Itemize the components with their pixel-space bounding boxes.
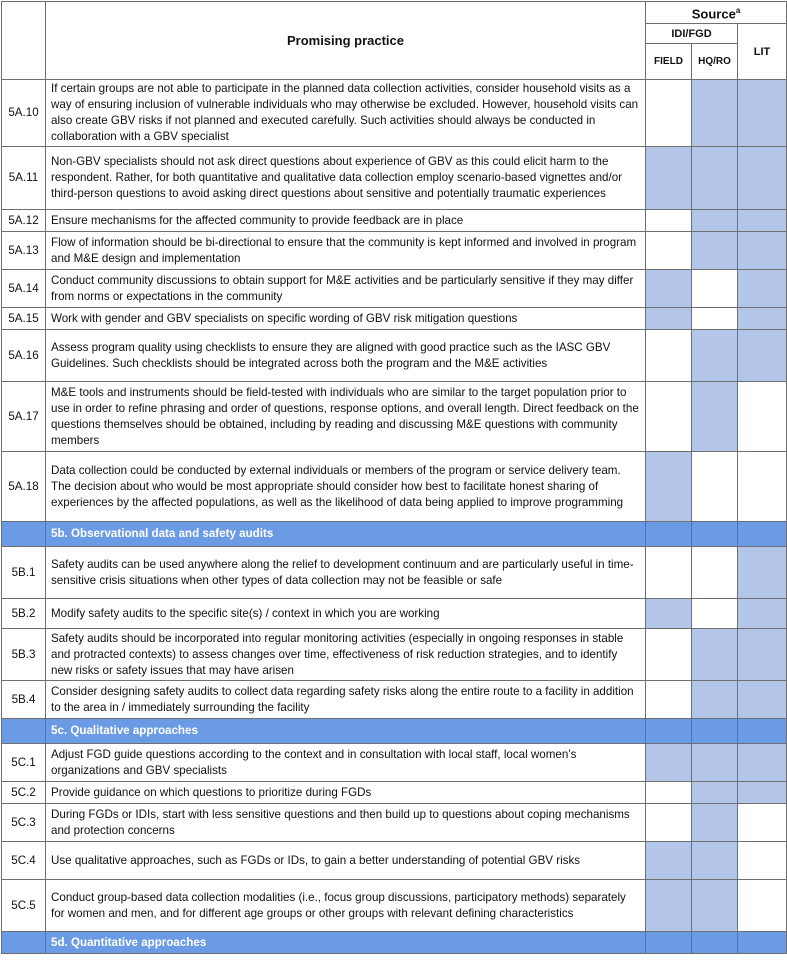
practice-text: Modify safety audits to the specific site(s) / context in which you are working [46, 599, 646, 629]
hq-ro-source-cell [692, 842, 738, 880]
lit-header: LIT [738, 24, 787, 80]
section-source-cell [692, 719, 738, 744]
table-row [2, 232, 787, 270]
practice-id: 5A.17 [2, 382, 46, 452]
table-row [2, 382, 787, 452]
practice-id: 5A.10 [2, 80, 46, 147]
lit-source-cell [738, 80, 787, 147]
field-source-cell [646, 147, 692, 210]
lit-source-cell [738, 842, 787, 880]
practice-text: Safety audits can be used anywhere along the relief to development continuum and are particularly useful in time-sensitive crisis situations when other types of data collection may not be feasible or safe [46, 547, 646, 599]
table-row [2, 80, 787, 147]
practice-id: 5B.4 [2, 681, 46, 719]
field-source-cell [646, 880, 692, 932]
lit-source-cell [738, 147, 787, 210]
practice-text: Safety audits should be incorporated into regular monitoring activities (especially in ongoing responses in stable and protracted contexts) to assess changes over time, effectiveness of risk reduction strategies, and to identify new risks or safety issues that may have arisen [46, 629, 646, 681]
field-source-cell [646, 599, 692, 629]
table-row [2, 270, 787, 308]
hq-ro-source-cell [692, 804, 738, 842]
practice-id: 5B.1 [2, 547, 46, 599]
practice-text: Non-GBV specialists should not ask direct questions about experience of GBV as this could elicit harm to the respondent. Rather, for both quantitative and qualitative data collection employ scenario-based vignettes and/or third-person questions to avoid asking direct questions about sensitive and potentially traumatic experiences [46, 147, 646, 210]
table-row [2, 744, 787, 782]
hq-ro-source-cell [692, 547, 738, 599]
practice-id: 5C.2 [2, 782, 46, 804]
field-source-cell [646, 804, 692, 842]
lit-source-cell [738, 210, 787, 232]
table-row [2, 210, 787, 232]
table-row [2, 330, 787, 382]
table-row [2, 547, 787, 599]
table-row [2, 842, 787, 880]
practice-text: Flow of information should be bi-directional to ensure that the community is kept informed and involved in program and M&E design and implementation [46, 232, 646, 270]
hq-ro-source-cell [692, 232, 738, 270]
practice-text: Conduct community discussions to obtain support for M&E activities and be particularly sensitive if they may differ from norms or expectations in the community [46, 270, 646, 308]
hq-ro-source-cell [692, 270, 738, 308]
section-id-cell [2, 932, 46, 954]
section-source-cell [738, 719, 787, 744]
idi-fgd-header: IDI/FGD [646, 24, 738, 44]
table-row [2, 147, 787, 210]
hq-ro-source-cell [692, 744, 738, 782]
lit-source-cell [738, 744, 787, 782]
practice-text: Use qualitative approaches, such as FGDs or IDs, to gain a better understanding of potential GBV risks [46, 842, 646, 880]
field-header: FIELD [646, 44, 692, 80]
field-source-cell [646, 452, 692, 522]
practice-id: 5A.16 [2, 330, 46, 382]
practice-text: Data collection could be conducted by external individuals or members of the program or service delivery team. The decision about who would be most appropriate should consider how best to facilitate honest sharing of experiences by the affected populations, as well as the likelihood of data being applied to improve programming [46, 452, 646, 522]
practice-id: 5A.18 [2, 452, 46, 522]
practice-text: Work with gender and GBV specialists on specific wording of GBV risk mitigation questions [46, 308, 646, 330]
field-source-cell [646, 308, 692, 330]
practice-id: 5C.4 [2, 842, 46, 880]
lit-source-cell [738, 330, 787, 382]
table-row [2, 599, 787, 629]
hq-ro-source-cell [692, 629, 738, 681]
hq-ro-source-cell [692, 681, 738, 719]
lit-source-cell [738, 782, 787, 804]
section-source-cell [646, 932, 692, 954]
lit-source-cell [738, 382, 787, 452]
field-source-cell [646, 270, 692, 308]
practice-text: Adjust FGD guide questions according to the context and in consultation with local staff, local women’s organizations and GBV specialists [46, 744, 646, 782]
practice-id: 5B.2 [2, 599, 46, 629]
practice-id: 5C.5 [2, 880, 46, 932]
practice-column-header: Promising practice [46, 2, 646, 80]
hq-ro-source-cell [692, 452, 738, 522]
lit-source-cell [738, 308, 787, 330]
practice-id: 5C.3 [2, 804, 46, 842]
practice-text: Ensure mechanisms for the affected community to provide feedback are in place [46, 210, 646, 232]
section-row [2, 932, 787, 954]
practice-text: Consider designing safety audits to collect data regarding safety risks along the entire route to a facility in addition to the area in / immediately surrounding the facility [46, 681, 646, 719]
table-row [2, 452, 787, 522]
section-source-cell [738, 522, 787, 547]
lit-source-cell [738, 629, 787, 681]
table-row [2, 880, 787, 932]
practice-id: 5B.3 [2, 629, 46, 681]
hq-ro-header: HQ/RO [692, 44, 738, 80]
lit-source-cell [738, 804, 787, 842]
practice-text: Provide guidance on which questions to prioritize during FGDs [46, 782, 646, 804]
source-column-header: Source$^a$ [646, 2, 787, 24]
section-source-cell [738, 932, 787, 954]
section-title: 5b. Observational data and safety audits [46, 522, 646, 547]
section-id-cell [2, 719, 46, 744]
lit-source-cell [738, 452, 787, 522]
field-source-cell [646, 330, 692, 382]
hq-ro-source-cell [692, 599, 738, 629]
practice-id: 5A.15 [2, 308, 46, 330]
lit-source-cell [738, 270, 787, 308]
hq-ro-source-cell [692, 782, 738, 804]
table-body [2, 80, 787, 954]
hq-ro-source-cell [692, 147, 738, 210]
table-row [2, 629, 787, 681]
field-source-cell [646, 782, 692, 804]
section-source-cell [646, 522, 692, 547]
lit-source-cell [738, 547, 787, 599]
hq-ro-source-cell [692, 880, 738, 932]
practice-text: If certain groups are not able to participate in the planned data collection activities, consider household visits as a way of ensuring inclusion of vulnerable individuals who may otherwise be excluded. However, household visits can also create GBV risks if not planned and executed carefully. Such activities should always be conducted in collaboration with a GBV specialist [46, 80, 646, 147]
field-source-cell [646, 681, 692, 719]
practice-id: 5A.11 [2, 147, 46, 210]
field-source-cell [646, 80, 692, 147]
section-title: 5c. Qualitative approaches [46, 719, 646, 744]
section-row [2, 522, 787, 547]
practice-id: 5C.1 [2, 744, 46, 782]
practice-text: During FGDs or IDIs, start with less sensitive questions and then build up to questions about coping mechanisms and protection concerns [46, 804, 646, 842]
hq-ro-source-cell [692, 80, 738, 147]
lit-source-cell [738, 232, 787, 270]
field-source-cell [646, 744, 692, 782]
table-row [2, 804, 787, 842]
hq-ro-source-cell [692, 330, 738, 382]
practices-table [1, 1, 787, 954]
practice-id: 5A.13 [2, 232, 46, 270]
table-row [2, 782, 787, 804]
hq-ro-source-cell [692, 308, 738, 330]
field-source-cell [646, 210, 692, 232]
section-source-cell [646, 719, 692, 744]
lit-source-cell [738, 880, 787, 932]
section-row [2, 719, 787, 744]
lit-source-cell [738, 599, 787, 629]
practice-id: 5A.12 [2, 210, 46, 232]
field-source-cell [646, 629, 692, 681]
field-source-cell [646, 547, 692, 599]
section-id-cell [2, 522, 46, 547]
field-source-cell [646, 232, 692, 270]
hq-ro-source-cell [692, 210, 738, 232]
practice-id: 5A.14 [2, 270, 46, 308]
section-source-cell [692, 932, 738, 954]
practice-text: Conduct group-based data collection modalities (i.e., focus group discussions, participatory methods) separately for women and men, and for different age groups or other groups with relevant defining characteristics [46, 880, 646, 932]
section-title: 5d. Quantitative approaches [46, 932, 646, 954]
practice-text: M&E tools and instruments should be field-tested with individuals who are similar to the target population prior to use in order to refine phrasing and order of questions, response options, and overall length. Direct feedback on the questions themselves should be obtained, including by reading and discussing M&E questions with community members [46, 382, 646, 452]
table-row [2, 308, 787, 330]
field-source-cell [646, 842, 692, 880]
id-column-header [2, 2, 46, 80]
section-source-cell [692, 522, 738, 547]
lit-source-cell [738, 681, 787, 719]
practice-text: Assess program quality using checklists to ensure they are aligned with good practice such as the IASC GBV Guidelines. Such checklists should be integrated across both the program and the M&E activities [46, 330, 646, 382]
field-source-cell [646, 382, 692, 452]
hq-ro-source-cell [692, 382, 738, 452]
table-row [2, 681, 787, 719]
